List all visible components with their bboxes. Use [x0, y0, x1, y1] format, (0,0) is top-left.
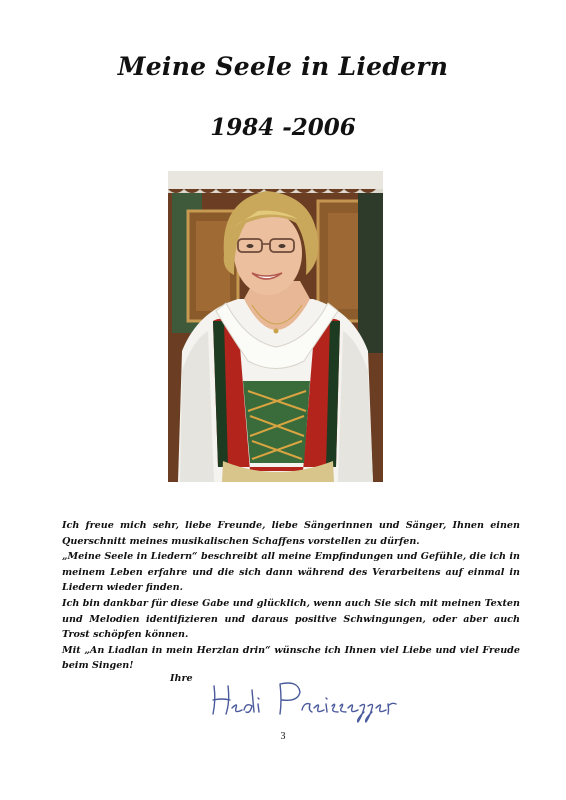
- foreword-paragraph: „Meine Seele in Liedern“ beschreibt all meine Empfindungen und Gefühle, die ich in meinem Leben erfahre und die sich dann während des Verarbeitens auf einmal in Liedern wieder finden.: [62, 551, 520, 594]
- foreword-paragraph: Mit „An Liadlan in mein Herzlan drin“ wünsche ich Ihnen viel Liebe und viel Freude beim Singen!: [62, 644, 520, 672]
- handwritten-signature: [208, 676, 398, 724]
- page-number: 3: [280, 731, 286, 742]
- author-portrait-photo: [168, 171, 383, 482]
- year-range: 1984 -2006: [210, 114, 356, 141]
- foreword-paragraph: Ich freue mich sehr, liebe Freunde, liebe Sängerinnen und Sänger, Ihnen einen Querschnitt meines musikalischen Schaffens vorstellen zu dürfen.: [62, 520, 520, 547]
- foreword-paragraph: Ich bin dankbar für diese Gabe und glücklich, wenn auch Sie sich mit meinen Texten und Melodien identifizieren und daraus positive Schwingungen, oder aber auch Trost schöpfen können.: [62, 597, 520, 641]
- page-title: Meine Seele in Liedern: [117, 52, 449, 81]
- foreword-text: [62, 518, 520, 674]
- closing-word: Ihre: [170, 673, 193, 684]
